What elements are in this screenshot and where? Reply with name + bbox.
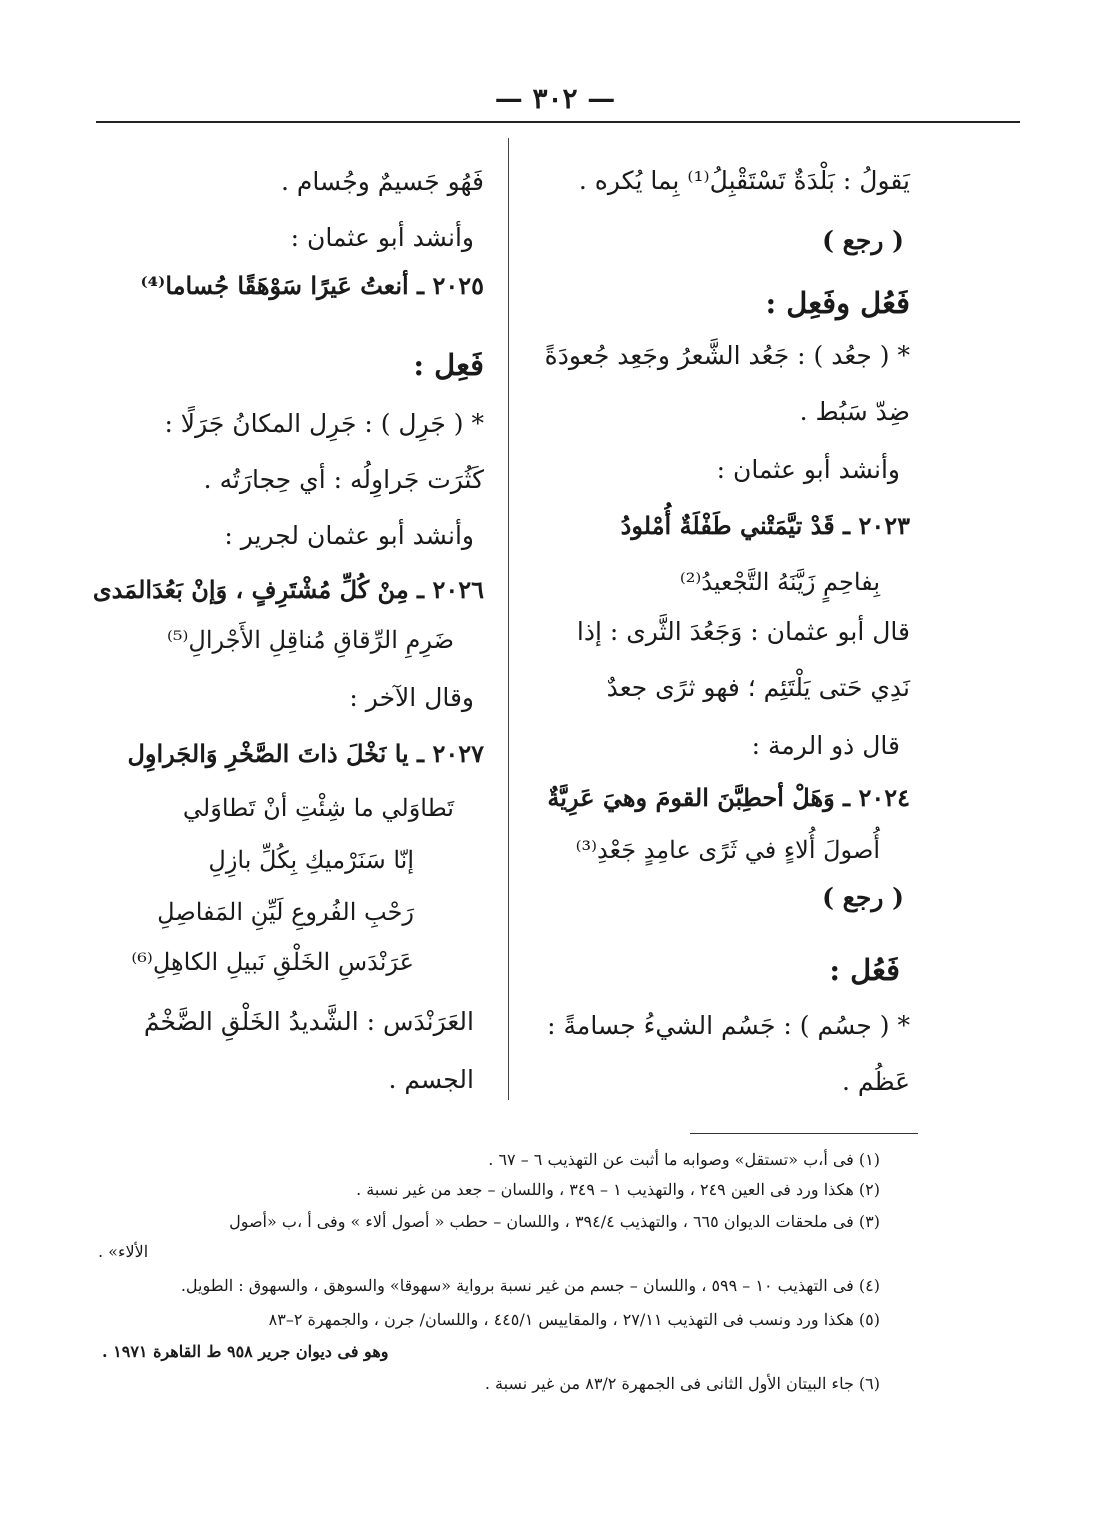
verse-line: ضَرِمِ الرِّقاقِ مُناقِلِ الأَجْرالِ⁽⁵⁾: [166, 626, 454, 654]
footnote: (٦) جاء البيتان الأول الثانى فى الجمهرة ٨٣/٢ من غير نسبة .: [484, 1374, 880, 1393]
section-heading: فَعِل :: [413, 348, 484, 382]
text-line: قال أبو عثمان : وَجَعُدَ الثَّرى : إذا: [576, 617, 910, 646]
footnote: (١) فى أ،ب «تستقل» وصوابه ما أثبت عن التهذيب ٦ – ٦٧ .: [488, 1150, 880, 1169]
text-line: العَرَنْدَس : الشَّديدُ الخَلْقِ الضَّخْمُ: [143, 1007, 474, 1036]
text-line: نَدِي حَتى يَلْتَئِم ؛ فهو ثرًى جعدٌ: [606, 673, 910, 702]
footnote: (٣) فى ملحقات الديوان ٦٦٥ ، والتهذيب ٣٩٤/٤ ، واللسان – حطب « أصول ألاء » وفى أ ،ب «أصول: [229, 1212, 880, 1231]
text-line: وقال الآخر :: [349, 683, 474, 712]
section-heading: فَعُل :: [829, 953, 900, 987]
text-line: وأنشد أبو عثمان :: [716, 455, 900, 484]
text-line: الجسم .: [388, 1065, 474, 1094]
text-line: عَظُم .: [842, 1067, 910, 1096]
verse-line: ٢٠٢٦ ـ مِنْ كُلِّ مُشْتَرِفٍ ، وَإنْ بَعُدَالمَدى: [92, 575, 484, 604]
verse-line: ٢٠٢٥ ـ أنعتُ عَيرًا سَوْهَقًا جُساما⁽⁴⁾: [140, 271, 484, 300]
footnote: (٥) هكذا ورد ونسب فى التهذيب ٢٧/١١ ، والمقاييس ٤٤٥/١ ، واللسان/ جرن ، والجمهرة ٢–٨٣: [268, 1310, 880, 1329]
section-marker: ( رجع ): [822, 883, 904, 912]
verse-line: بِفاحِمٍ زَيَّنَهُ التَّجْعيدُ⁽²⁾: [679, 568, 880, 596]
text-line: ضِدّ سَبُط .: [799, 397, 910, 426]
text-line: يَقولُ : بَلْدَةٌ تَسْتَقْبِلُ⁽¹⁾ بِما يُكره .: [578, 166, 910, 195]
text-line: قال ذو الرمة :: [751, 731, 900, 760]
top-rule: [96, 121, 1020, 123]
verse-line: ٢٠٢٤ ـ وَهَلْ أحطِبَّنَ القومَ وهيَ عَرِيَّةٌ: [547, 783, 910, 812]
text-line: كَثُرَت جَراوِلُه : أي حِجارَتُه .: [203, 465, 484, 494]
footnote-continuation: الألاء» .: [98, 1242, 149, 1261]
section-heading: فَعُل وفَعِل :: [765, 286, 910, 320]
section-marker: ( رجع ): [822, 226, 904, 255]
verse-line: رَحْبِ الفُروعِ لَيِّنِ المَفاصِلِ: [157, 898, 414, 926]
entry-line: * ( جسُم ) : جَسُم الشيءُ جسامةً :: [547, 1011, 910, 1040]
entry-line: * ( جَرِل ) : جَرِل المكانُ جَرَلًا :: [164, 409, 484, 438]
footnote-continuation: وهو فى ديوان جرير ٩٥٨ ط القاهرة ١٩٧١ .: [102, 1342, 389, 1361]
text-line: فَهُو جَسيمٌ وجُسام .: [280, 167, 484, 196]
text-line: وأنشد أبو عثمان لجرير :: [224, 521, 474, 550]
footnote-rule: [690, 1133, 918, 1134]
footnote: (٢) هكذا ورد فى العين ٢٤٩ ، والتهذيب ١ – ٣٤٩ ، واللسان – جعد من غير نسبة .: [356, 1180, 880, 1199]
text-line: وأنشد أبو عثمان :: [290, 223, 474, 252]
verse-line: إنّا سَنَرْميكِ بِكُلِّ بازِلِ: [208, 846, 414, 874]
entry-line: * ( جعُد ) : جَعُد الشَّعرُ وجَعِد جُعودَةً: [544, 341, 910, 370]
verse-line: ٢٠٢٧ ـ يا نَخْلَ ذاتَ الصَّخْرِ وَالجَراوِل: [127, 739, 484, 768]
page-number: — ٣٠٢ —: [494, 82, 616, 115]
column-divider: [508, 138, 509, 1100]
verse-line: ٢٠٢٣ ـ قَدْ تيَّمَتْني طَفْلَةٌ أُمْلودُ: [620, 511, 910, 540]
verse-line: عَرَنْدَسِ الخَلْقِ نَبيلِ الكاهِلِ⁽⁶⁾: [131, 948, 414, 976]
footnote: (٤) فى التهذيب ١٠ – ٥٩٩ ، واللسان – جسم من غير نسبة برواية «سهوقا» والسوهق ، والسهوق : الطويل.: [180, 1276, 880, 1295]
verse-line: تَطاوَلي ما شِئْتِ أنْ تَطاوَلي: [182, 794, 454, 822]
verse-line: أُصولَ أُلاءٍ في ثَرًى عامِدٍ جَعْدِ⁽³⁾: [575, 836, 880, 864]
